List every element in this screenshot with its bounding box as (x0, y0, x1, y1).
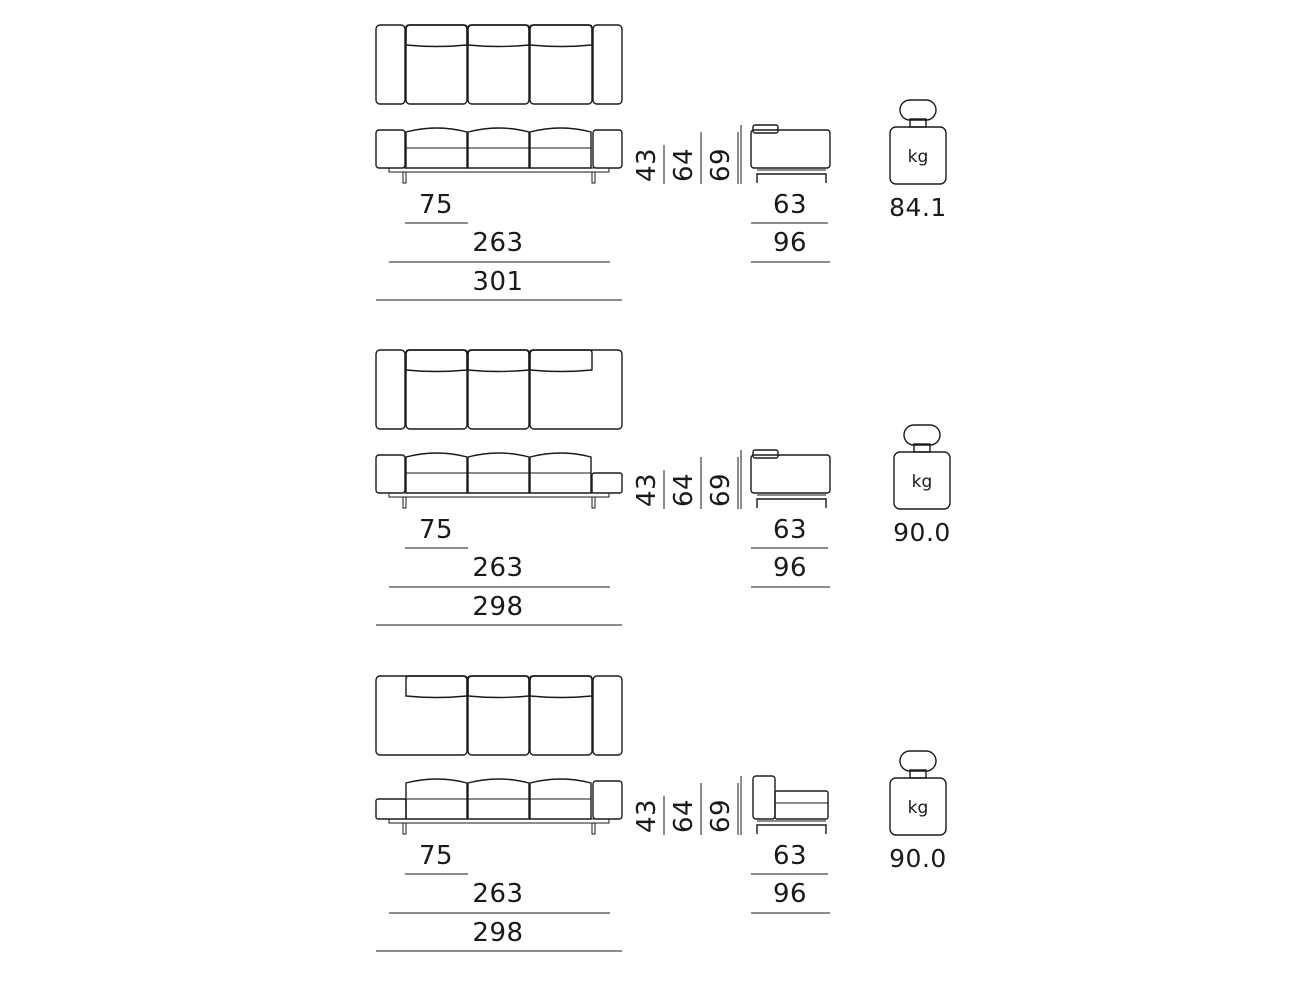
weight-value: 90.0 (893, 518, 951, 547)
weight-value: 84.1 (889, 193, 947, 222)
front-view (376, 128, 622, 183)
back-height-value: 69 (706, 147, 736, 183)
plan-view (376, 676, 622, 755)
left-armrest (376, 350, 405, 429)
weight-unit-label: kg (911, 472, 933, 492)
weight-icon (890, 100, 946, 184)
seat-height-value: 43 (632, 798, 662, 834)
total-depth-value: 96 (772, 553, 808, 583)
leg (403, 172, 406, 183)
seat-cushion (468, 350, 529, 429)
right-armrest-front (593, 781, 622, 819)
total-depth-value: 96 (772, 879, 808, 909)
side-view (751, 450, 830, 508)
left-armrest-front (376, 130, 405, 168)
back-cushion (406, 350, 467, 372)
right-armrest-front (593, 130, 622, 168)
open-seat-end (376, 799, 406, 819)
seat-height-value: 43 (632, 472, 662, 508)
open-seat-end (592, 473, 622, 493)
front-view (376, 453, 622, 508)
seat-cushion (530, 350, 622, 429)
seat-side-depth-value: 63 (772, 190, 808, 220)
left-armrest (376, 25, 405, 104)
seat-cushion (406, 25, 467, 104)
side-view (751, 125, 830, 183)
left-armrest-front (376, 455, 405, 493)
right-armrest (593, 676, 622, 755)
weight-value: 90.0 (889, 844, 947, 873)
total-width-value: 298 (472, 592, 524, 622)
seat-width-value: 263 (472, 553, 524, 583)
back-cushion (468, 676, 529, 698)
seat-width-value: 263 (472, 228, 524, 258)
total-depth-value: 96 (772, 228, 808, 258)
back-cushion (406, 25, 467, 47)
right-armrest (593, 25, 622, 104)
seat-depth-value: 75 (418, 515, 454, 545)
sofa-row-2 (376, 350, 951, 625)
leg (592, 497, 595, 508)
side-view (753, 776, 828, 834)
seat-cushion (530, 25, 592, 104)
plan-view (376, 350, 622, 429)
back-cushion (406, 676, 467, 698)
armrest-height-value: 64 (669, 798, 699, 834)
seat-depth-value: 75 (418, 841, 454, 871)
leg (592, 172, 595, 183)
back-height-value: 69 (706, 798, 736, 834)
seat-width-value: 263 (472, 879, 524, 909)
seat-cushion (468, 676, 529, 755)
sofa-row-1 (376, 25, 947, 300)
back-cushion (530, 676, 592, 698)
seat-side-depth-value: 63 (772, 841, 808, 871)
seat-depth-value: 75 (418, 190, 454, 220)
total-width-value: 298 (472, 918, 524, 948)
armrest-height-value: 64 (669, 147, 699, 183)
back-cushion (530, 350, 592, 372)
weight-unit-label: kg (907, 798, 929, 818)
seat-cushion (376, 676, 467, 755)
weight-icon (890, 751, 946, 835)
plan-view (376, 25, 622, 104)
armrest-height-value: 64 (669, 472, 699, 508)
back-cushion (530, 25, 592, 47)
sofa-row-3 (376, 676, 947, 951)
leg (592, 823, 595, 834)
back-cushion (468, 350, 529, 372)
seat-cushion (468, 25, 529, 104)
weight-icon (894, 425, 950, 509)
seat-cushion (406, 350, 467, 429)
leg (403, 823, 406, 834)
weight-unit-label: kg (907, 147, 929, 167)
back-height-value: 69 (706, 472, 736, 508)
front-view (376, 779, 622, 834)
total-width-value: 301 (472, 267, 524, 297)
seat-cushion (530, 676, 592, 755)
back-cushion (468, 25, 529, 47)
seat-side-depth-value: 63 (772, 515, 808, 545)
leg (403, 497, 406, 508)
seat-height-value: 43 (632, 147, 662, 183)
